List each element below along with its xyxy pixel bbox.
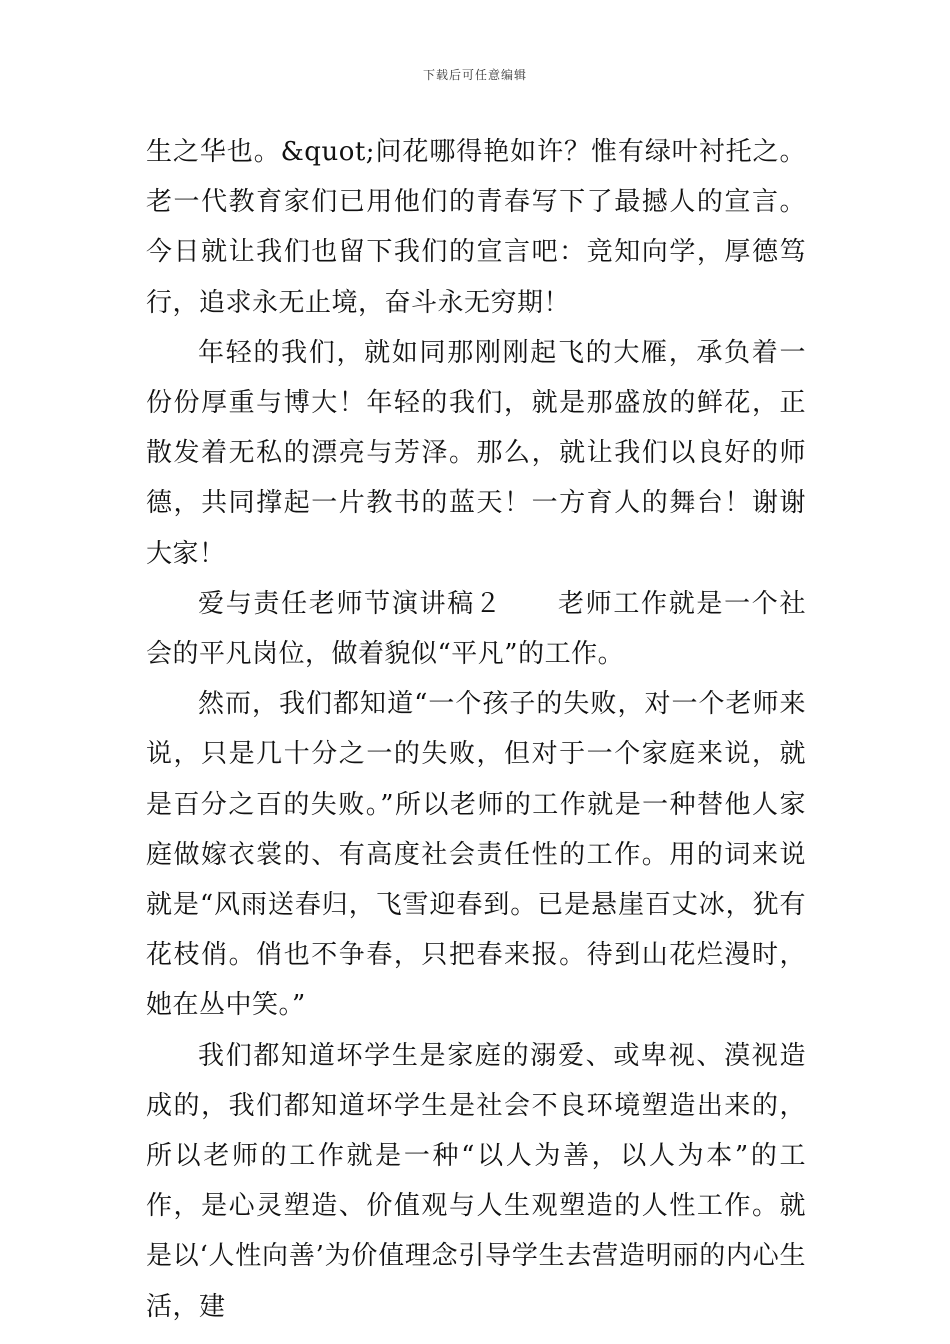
paragraph-4: 然而，我们都知道“一个孩子的失败，对一个老师来说，只是几十分之一的失败，但对于一个家庭来说，就是百分之百的失败。”所以老师的工作就是一种替他人家庭做嫁衣裳的、有高度社会责任性的工作。用的词来说就是“风雨送春归，飞雪迎春到。已是悬崖百丈冰，犹有花枝俏。俏也不争春，只把春来报。待到山花烂漫时，她在丛中笑。” <box>146 689 806 1021</box>
document-body <box>146 127 806 1332</box>
paragraph-2: 年轻的我们，就如同那刚刚起飞的大雁，承负着一份份厚重与博大！年轻的我们，就是那盛放的鲜花，正散发着无私的漂亮与芳泽。那么，就让我们以良好的师德，共同撑起一片教书的蓝天！一方育人的舞台！谢谢大家！ <box>146 337 806 569</box>
paragraph-3: 爱与责任老师节演讲稿２ 老师工作就是一个社会的平凡岗位，做着貌似“平凡”的工作。 <box>146 588 806 670</box>
header-note: 下载后可任意编辑 <box>422 68 527 82</box>
paragraph-5: 我们都知道坏学生是家庭的溺爱、或卑视、漠视造成的，我们都知道坏学生是社会不良环境塑造出来的，所以老师的工作就是一种“以人为善，以人为本”的工作，是心灵塑造、价值观与人生观塑造的人性工作。就是以‘人性向善’为价值理念引导学生去营造明丽的内心生活，建 <box>146 1040 806 1322</box>
paragraph-1: 生之华也。&quot;问花哪得艳如许？惟有绿叶衬托之。老一代教育家们已用他们的青春写下了最撼人的宣言。今日就让我们也留下我们的宣言吧：竞知向学，厚德笃行，追求永无止境，奋斗永无穷期！ <box>146 137 806 318</box>
